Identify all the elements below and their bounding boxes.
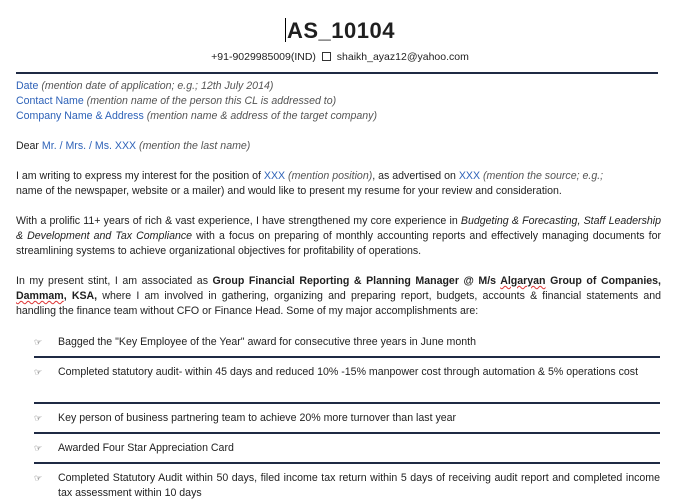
list-item-text: Completed statutory audit- within 45 days and reduced 10% -15% manpower cost through automation & 5% operations cost [58,366,639,378]
company-label: Company Name & Address [16,110,144,122]
candidate-name [0,16,680,46]
salutation [16,139,661,154]
salutation-dear: Dear [16,140,39,152]
list-item-text: Key person of business partnering team to achieve 20% more turnover than last year [58,412,457,424]
contact-line [0,50,680,64]
paragraph-current-role [16,274,661,319]
email-address[interactable]: shaikh_ayaz12@yahoo.com [336,51,469,63]
intro-text-2: , as advertised on [372,170,459,182]
list-divider [34,462,660,464]
list-item-text: Completed Statutory Audit within 50 days, filed income tax return within 5 days of receiving audit report and completed income tax assessment within 10 days [58,472,660,499]
date-line [16,79,661,94]
salutation-name: Mr. / Mrs. / Ms. XXX [41,140,137,152]
role-country: , KSA, [63,290,98,302]
salutation-hint: (mention the last name) [139,140,251,152]
paragraph-experience [16,214,661,259]
intro-text-3: name of the newspaper, website or a mailer) and would like to present my resume for your review and consideration. [16,185,562,197]
experience-text-1: With a prolific 11+ years of rich & vast experience, I have strengthened my core experience in [16,215,461,227]
date-label: Date [16,80,39,92]
role-text-1: In my present stint, I am associated as [16,275,213,287]
pointing-hand-icon: ☞ [34,413,43,423]
list-divider [34,432,660,434]
role-text-2: where I am involved in gathering, organizing and preparing report, budgets, accounts & financial statements and handling the finance team without CFO or Finance Head. Some of my major accomplishments are: [16,290,661,317]
pointing-hand-icon: ☞ [34,337,43,347]
list-item-text: Bagged the "Key Employee of the Year" award for consecutive three years in June month [58,336,476,348]
experience-text-2: with a focus on preparing of monthly accounting reports and effectively managing documents for streamlining systems to achieve organizational objectives for profitability of operations. [16,230,661,257]
intro-source-hint: (mention the source; e.g.; [480,170,604,182]
phone-number: +91-9029985009(IND) [211,51,316,63]
letter-meta [16,79,661,124]
pointing-hand-icon: ☞ [34,443,43,453]
intro-position-hint: (mention position) [285,170,373,182]
intro-position-placeholder: XXX [263,170,286,182]
list-divider [34,402,660,404]
intro-text-1: I am writing to express my interest for the position of [16,170,264,182]
role-city: Dammam [16,290,64,302]
contact-name-label: Contact Name [16,95,84,107]
text-cursor [285,18,286,42]
contact-name-hint: (mention name of the person this CL is addressed to) [86,95,337,107]
candidate-name-text: AS_10104 [287,18,395,43]
role-title: Group Financial Reporting & Planning Manager @ M/s [212,275,501,287]
company-line [16,109,661,124]
header-divider [16,72,658,74]
experience-skills: Budgeting & Forecasting, Staff Leadership & Development and Tax Compliance [16,215,662,242]
contact-name-line [16,94,661,109]
list-item-text: Awarded Four Star Appreciation Card [58,442,234,454]
paragraph-intro [16,169,661,199]
list-divider [34,356,660,358]
date-hint: (mention date of application; e.g.; 12th July 2014) [41,80,274,92]
pointing-hand-icon: ☞ [34,367,43,377]
role-company-name: Algaryan [500,275,546,287]
company-hint: (mention name & address of the target company) [146,110,377,122]
pointing-hand-icon: ☞ [34,473,43,483]
role-company-suffix: Group of Companies, [545,275,661,287]
checkbox-icon [322,52,331,61]
intro-source-placeholder: XXX [458,170,481,182]
